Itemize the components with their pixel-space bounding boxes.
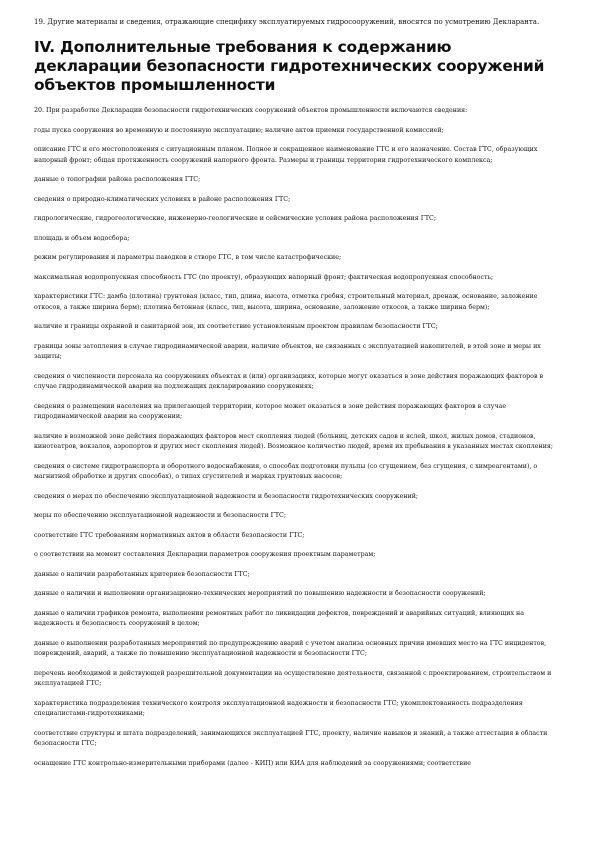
paragraph: наличие и границы охранной и санитарной зон, их соответствие установленным проектом правилам безопасности ГТС; bbox=[34, 323, 438, 330]
paragraph: сведения о численности персонала на сооружениях объектах и (или) организациях, которые могут оказаться в зоне действия поражающих факторов в случае гидродинамической аварии на подлежащих декларированию сооружениях; bbox=[34, 372, 544, 390]
paragraph: сведения о мерах по обеспечению эксплуатационной надежности и безопасности гидротехнических сооружений; bbox=[34, 492, 419, 500]
paragraph: о соответствии на момент составления Декларации параметров сооружения проектным параметрам; bbox=[34, 551, 376, 558]
paragraph: описание ГТС и его местоположения с ситуационным планом. Полное и сокращенное наименование ГТС и его назначение. Состав ГТС, образующих напорный фронт; общая протяженность сооружений напорного фронта. Размеры и границы территории гидротехнического комплекса; bbox=[34, 146, 538, 164]
paragraph: максимальная водопропускная способность ГТС (по проекту), образующих напорный фронт; фактическая водопропускная способность; bbox=[34, 273, 494, 281]
paragraph: данные о наличии и выполнении организационно-технических мероприятий по повышению надежности и безопасности сооружений; bbox=[34, 590, 486, 597]
paragraph: годы пуска сооружения во временную и постоянную эксплуатацию; наличие актов приемки государственной комиссией; bbox=[34, 126, 444, 134]
paragraph-list bbox=[34, 106, 561, 769]
section-title: IV. Дополнительные требования к содержанию декларации безопасности гидротехнических сооружений объектов промышленности bbox=[34, 38, 545, 94]
paragraph: соответствие структуры и штата подразделений, занимающихся эксплуатацией ГТС, проекту, наличие навыков и знаний, а также аттестация в области безопасности ГТС; bbox=[34, 729, 548, 747]
paragraph: характеристики ГТС: дамба (плотина) грунтовая (класс, тип, длина, высота, отметка гребня, строительный материал, дренаж, основание, заложение откосов, а также ширина берм); плотина бетонная (класс, тип, высота, ширина, основание, заложение откосов, а также ширина берм); bbox=[34, 293, 538, 311]
paragraph: сведения о системе гидротранспорта и оборотного водоснабжения, о способах подготовки пульпы (со сгущением, без сгущения, с химреагентами), о магнитной обработке и других способах), о типах сгустителей и марках грунтовых насосов; bbox=[34, 462, 538, 480]
paragraph: данные о наличии разработанных критериев безопасности ГТС; bbox=[34, 570, 250, 578]
paragraph: соответствие ГТС требованиям нормативных актов в области безопасности ГТС; bbox=[34, 531, 305, 539]
paragraph: гидрологические, гидрогеологические, инженерно-геологические и сейсмические условия района расположения ГТС; bbox=[34, 215, 436, 222]
paragraph: сведения о природно-климатических условиях в районе расположения ГТС; bbox=[34, 195, 291, 203]
paragraph: характеристика подразделения технического контроля эксплуатационной надежности и безопасности ГТС; укомплектованность подразделения специалистами-гидротехниками; bbox=[34, 699, 523, 717]
paragraph: меры по обеспечению эксплуатационной надежности и безопасности ГТС; bbox=[34, 512, 286, 519]
paragraph: 20. При разработке Декларации безопасности гидротехнических сооружений объектов промышленности включаются сведения: bbox=[34, 107, 468, 114]
paragraph: сведения о размещении населения на прилегающей территории, которое может оказаться в зоне действия поражающих факторов в случае гидродинамической аварии на сооружении; bbox=[34, 402, 507, 420]
paragraph: данные о топографии района расположения ГТС; bbox=[34, 176, 201, 183]
paragraph: площадь и объем водосбора; bbox=[34, 234, 130, 242]
paragraph: перечень необходимой и действующей разрешительной документации на осуществление деятельности, связанной с проектированием, строительством и эксплуатацией ГТС; bbox=[34, 669, 552, 687]
paragraph: данные о выполнении разработанных мероприятий по предупреждению аварий с учетом анализа основных причин имевших место на ГТС инцидентов, повреждений, аварий, а также по повышению эксплуатационной надежности и безопасности ГТС; bbox=[34, 639, 547, 657]
paragraph: оснащение ГТС контрольно-измерительными приборами (далее - КИП) или КИА для наблюдений за сооружениями; соответствие bbox=[34, 759, 472, 767]
paragraph: границы зоны затопления в случае гидродинамической аварии, наличие объектов, не связанных с эксплуатацией накопителей, в этой зоне и меры их защиты; bbox=[34, 342, 541, 360]
paragraph: режим регулирования и параметры паводков в створе ГТС, в том числе катастрофические; bbox=[34, 254, 342, 261]
paragraph: данные о наличии графиков ремонта, выполнении ремонтных работ по ликвидации дефектов, повреждений и аварийных ситуаций, влияющих на надежность и безопасность сооружений в целом; bbox=[34, 609, 524, 627]
previous-paragraph-tail: 19. Другие материалы и сведения, отражающие специфику эксплуатируемых гидросооружений, вносятся по усмотрению Декларанта. bbox=[34, 18, 540, 26]
paragraph: наличие в возможной зоне действия поражающих факторов мест скопления людей (больниц, детских садов и яслей, школ, жилых домов, стадионов, кинотеатров, вокзалов, аэропортов и других мест скопления людей). Возможное количество людей, время их пребывания в указанных местах скопления; bbox=[34, 432, 554, 450]
